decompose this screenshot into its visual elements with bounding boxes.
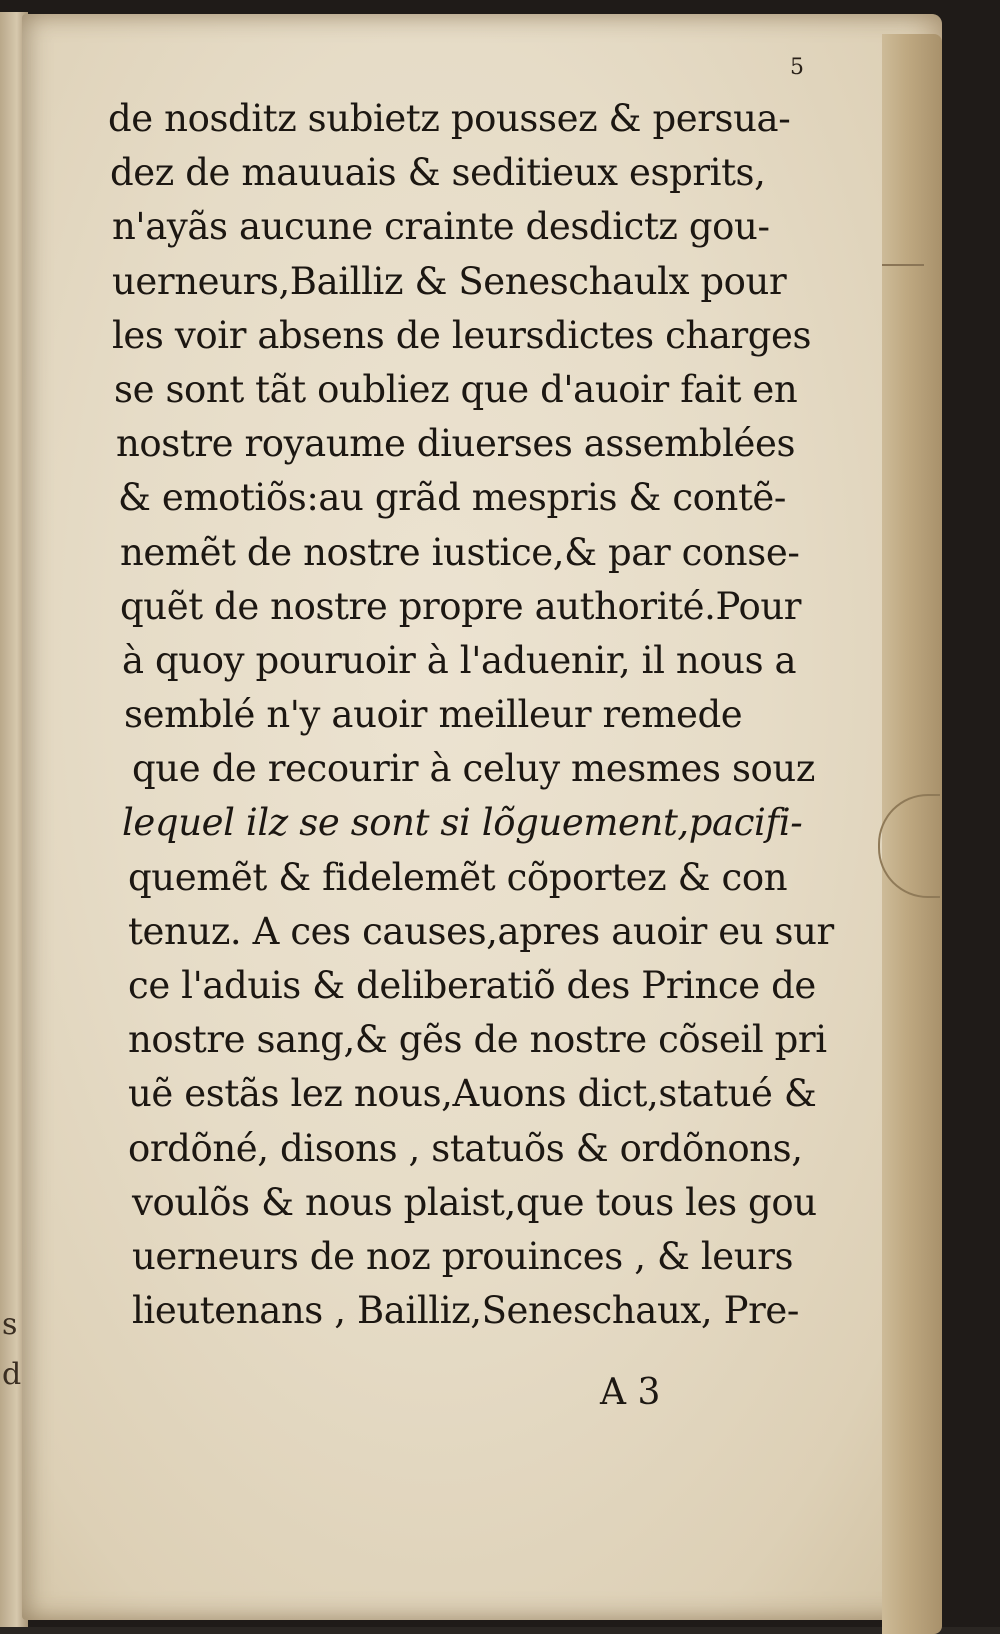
edge-mark bbox=[882, 264, 924, 266]
text-line: se sont tãt oubliez que d'auoir fait en bbox=[114, 367, 798, 411]
text-line: nostre royaume diuerses assemblées bbox=[116, 422, 796, 466]
text-line: ce l'aduis & deliberatiõ des Prince de bbox=[128, 964, 816, 1007]
page-text bbox=[108, 92, 834, 1338]
signature-mark: A 3 bbox=[600, 1372, 661, 1413]
text-line: lieutenans , Bailliz,Seneschaux, Pre- bbox=[132, 1289, 799, 1333]
text-line: nostre sang,& gẽs de nostre cõseil pri bbox=[128, 1018, 827, 1062]
text-line: quẽt de nostre propre authorité.Pour bbox=[120, 584, 802, 628]
prev-page-fragment: d bbox=[2, 1357, 22, 1392]
page-fore-edge bbox=[882, 34, 942, 1634]
text-line: & emotiõs:au grãd mespris & contẽ- bbox=[118, 476, 787, 520]
text-line: à quoy pouruoir à l'aduenir, il nous a bbox=[122, 638, 797, 682]
text-line: ordõné, disons , statuõs & ordõnons, bbox=[128, 1126, 803, 1170]
text-line: que de recourir à celuy mesmes souz bbox=[132, 747, 815, 791]
folio-number: 5 bbox=[790, 55, 804, 80]
text-line: semblé n'y auoir meilleur remede bbox=[124, 693, 743, 737]
prev-page-fragment: s bbox=[2, 1307, 18, 1342]
text-line: quemẽt & fidelemẽt cõportez & con bbox=[128, 855, 788, 899]
clasp-mark bbox=[878, 794, 940, 898]
text-line: les voir absens de leursdictes charges bbox=[112, 313, 812, 357]
text-line: uerneurs de noz prouinces , & leurs bbox=[132, 1234, 794, 1278]
text-line: dez de mauuais & seditieux esprits, bbox=[110, 151, 766, 195]
text-line: uẽ estãs lez nous,Auons dict,statué & bbox=[128, 1072, 817, 1116]
text-line: n'ayãs aucune crainte desdictz gou- bbox=[112, 205, 770, 249]
text-line: lequel ilz se sont si lõguement,pacifi- bbox=[122, 801, 803, 845]
text-line: de nosditz subietz poussez & persua- bbox=[108, 97, 791, 140]
text-line: nemẽt de nostre iustice,& par conse- bbox=[120, 530, 800, 574]
text-line: voulõs & nous plaist,que tous les gou bbox=[132, 1180, 817, 1224]
text-line: uerneurs,Bailliz & Seneschaulx pour bbox=[112, 259, 787, 303]
text-line: tenuz. A ces causes,apres auoir eu sur bbox=[128, 909, 834, 953]
